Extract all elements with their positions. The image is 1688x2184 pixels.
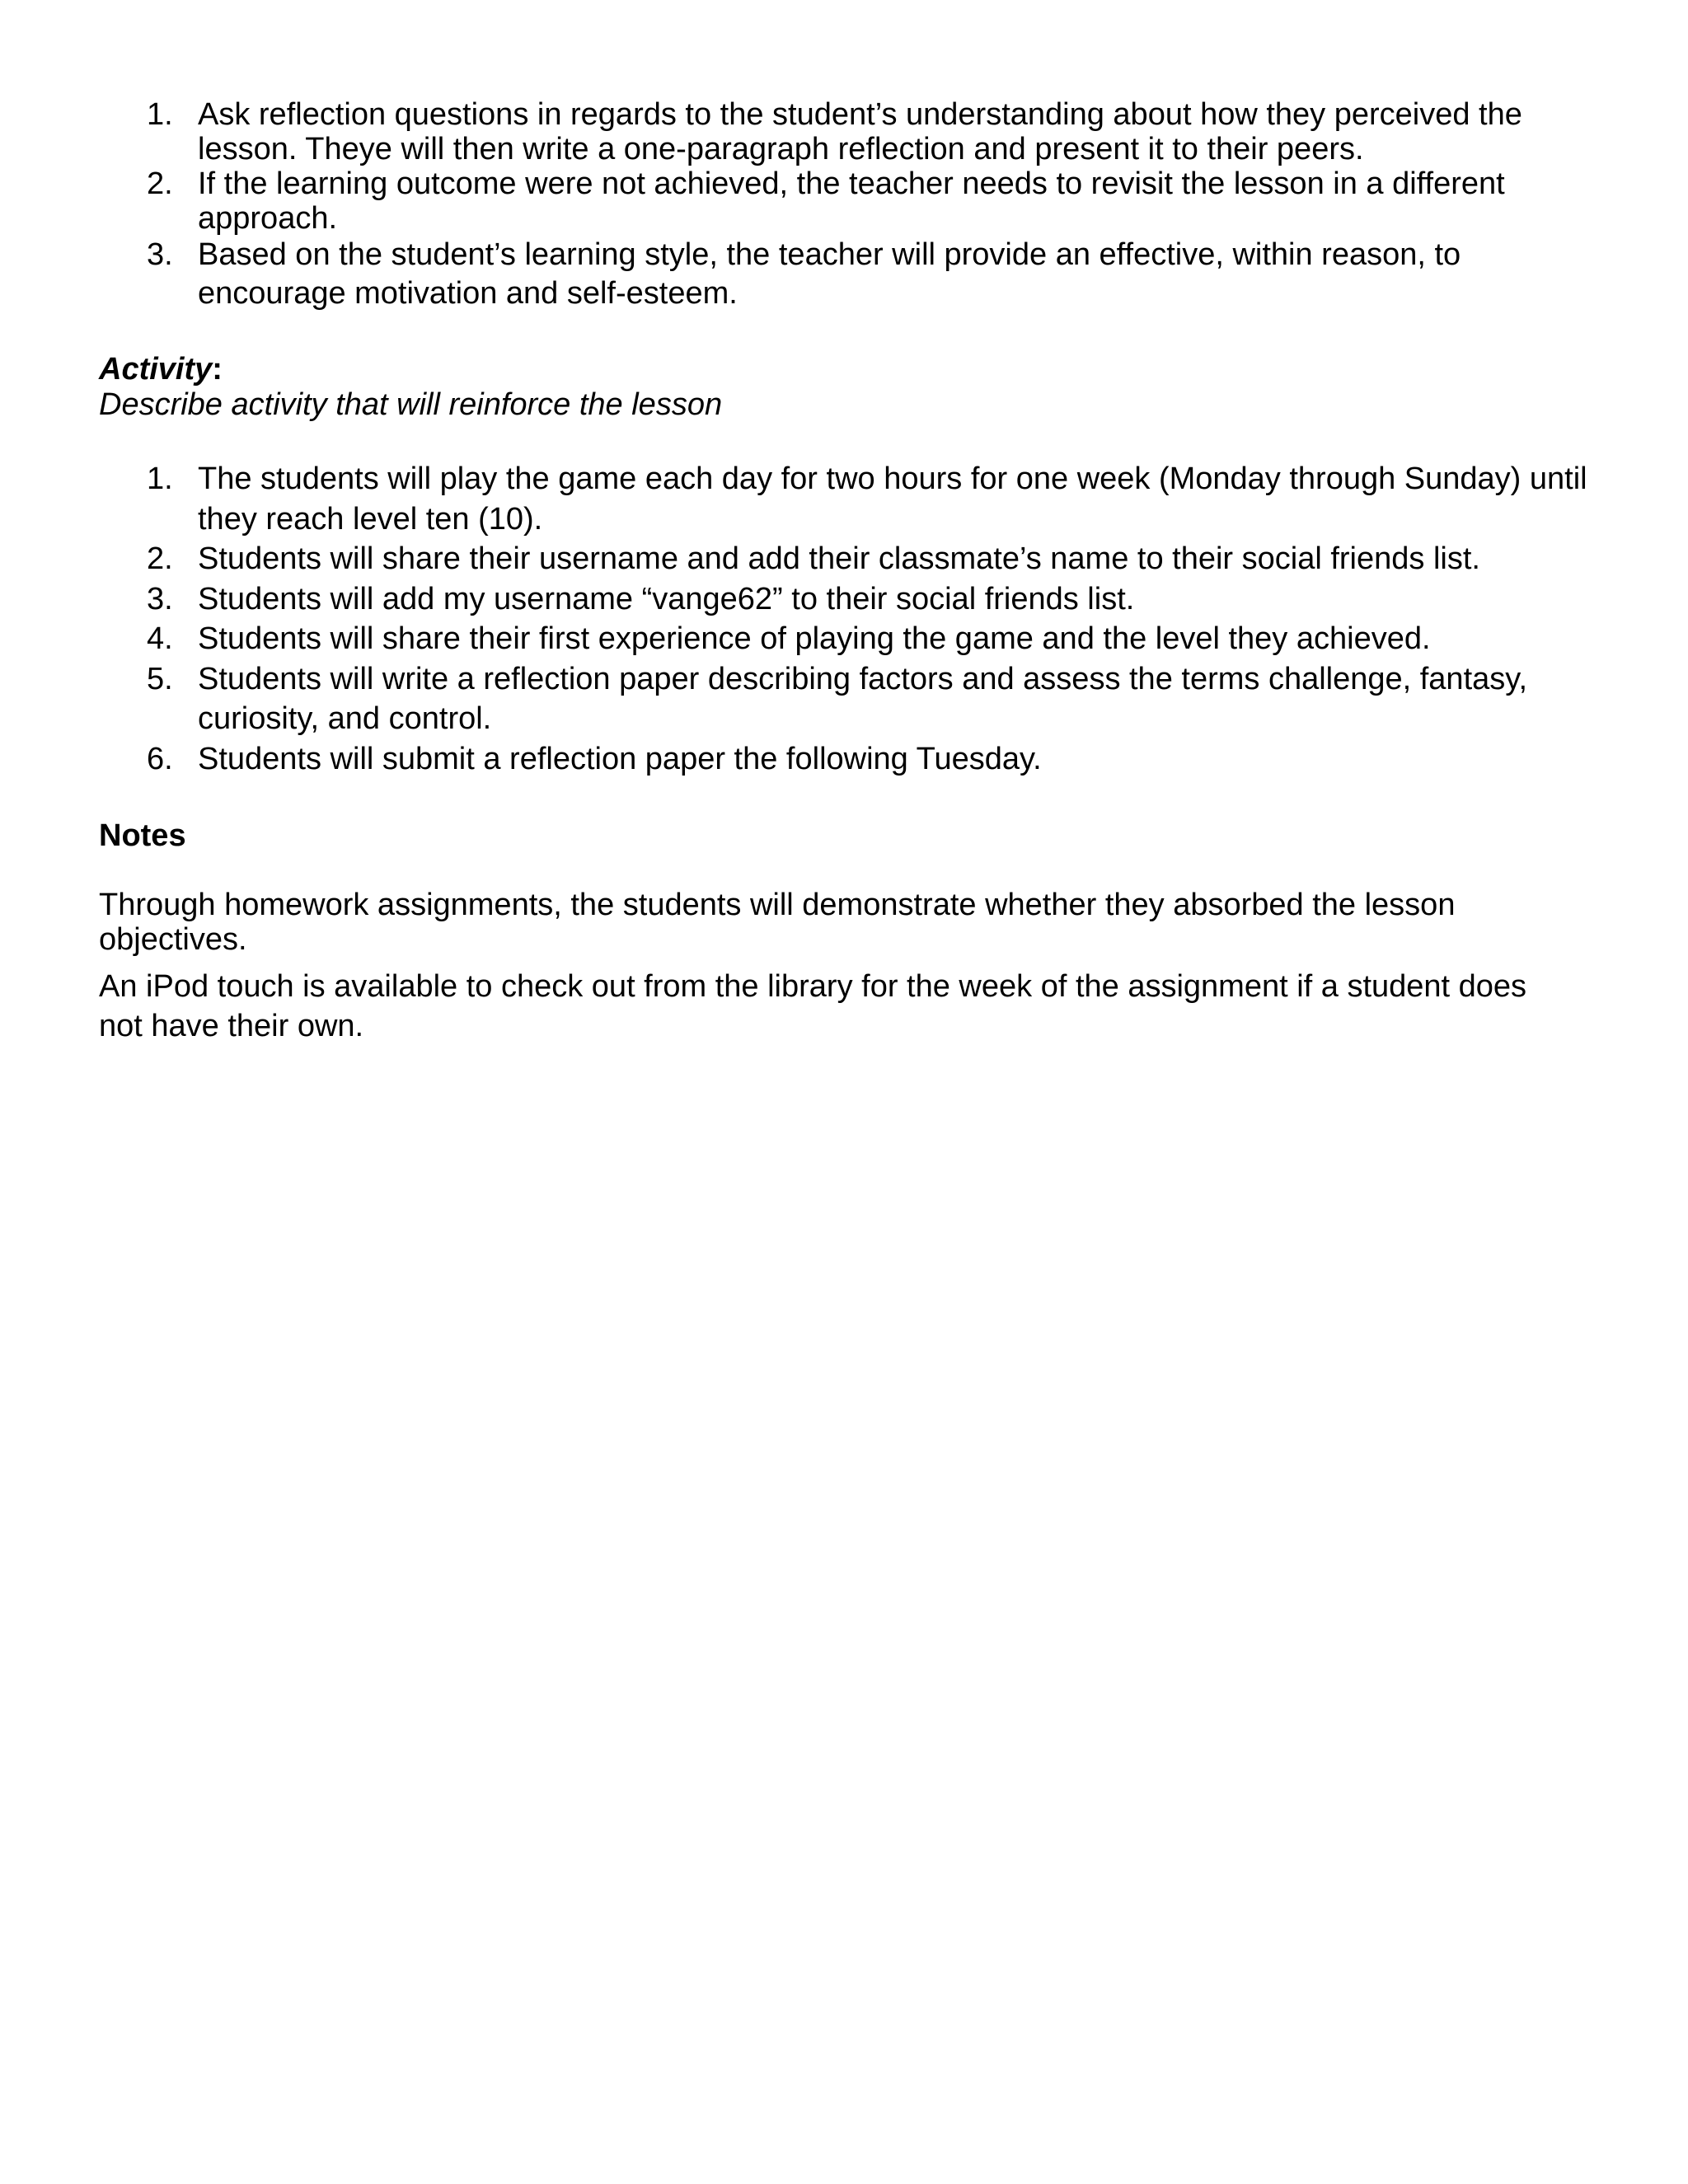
- list-item-text: Ask reflection questions in regards to the student’s understanding about how they perceived the lesson. Theye will then write a one-paragraph reflection and present it to their peers.: [198, 97, 1522, 166]
- activity-list: [99, 459, 1599, 779]
- list-number: 2.: [147, 166, 173, 201]
- list-item: [99, 97, 1599, 166]
- list-item: [99, 539, 1599, 579]
- list-item-text: The students will play the game each day for two hours for one week (Monday through Sunday) until they reach level ten (10).: [198, 462, 1587, 537]
- list-item: [99, 659, 1599, 739]
- activity-heading: [99, 352, 1599, 387]
- list-number: 2.: [147, 541, 173, 576]
- list-item: [99, 459, 1599, 539]
- notes-heading: Notes: [99, 818, 186, 853]
- list-number: 1.: [147, 462, 173, 496]
- activity-title: Activity: [99, 352, 213, 387]
- list-item-text: Students will submit a reflection paper the following Tuesday.: [198, 741, 1042, 776]
- list-item: [99, 236, 1599, 313]
- list-item: [99, 166, 1599, 236]
- list-item-text: Students will share their first experience of playing the game and the level they achieved.: [198, 621, 1431, 656]
- list-item: [99, 739, 1599, 780]
- list-item-text: If the learning outcome were not achieved, the teacher needs to revisit the lesson in a different approach.: [198, 166, 1505, 236]
- list-number: 1.: [147, 97, 173, 132]
- activity-colon: :: [212, 352, 223, 387]
- list-number: 3.: [147, 237, 173, 272]
- list-item: [99, 619, 1599, 659]
- notes-paragraph: Through homework assignments, the students will demonstrate whether they absorbed the lesson objectives.: [99, 888, 1456, 957]
- list-number: 4.: [147, 621, 173, 656]
- notes-paragraph: An iPod touch is available to check out from the library for the week of the assignment if a student does not have their own.: [99, 969, 1527, 1043]
- reflection-list: [99, 97, 1599, 313]
- list-number: 5.: [147, 661, 173, 696]
- list-number: 6.: [147, 741, 173, 776]
- activity-subtitle: Describe activity that will reinforce the lesson: [99, 387, 723, 422]
- list-number: 3.: [147, 581, 173, 616]
- list-item-text: Students will share their username and add their classmate’s name to their social friends list.: [198, 541, 1480, 576]
- list-item: [99, 579, 1599, 620]
- list-item-text: Students will add my username “vange62” to their social friends list.: [198, 581, 1135, 616]
- list-item-text: Based on the student’s learning style, the teacher will provide an effective, within reason, to encourage motivation and self-esteem.: [198, 237, 1461, 311]
- list-item-text: Students will write a reflection paper describing factors and assess the terms challenge, fantasy, curiosity, and control.: [198, 661, 1527, 736]
